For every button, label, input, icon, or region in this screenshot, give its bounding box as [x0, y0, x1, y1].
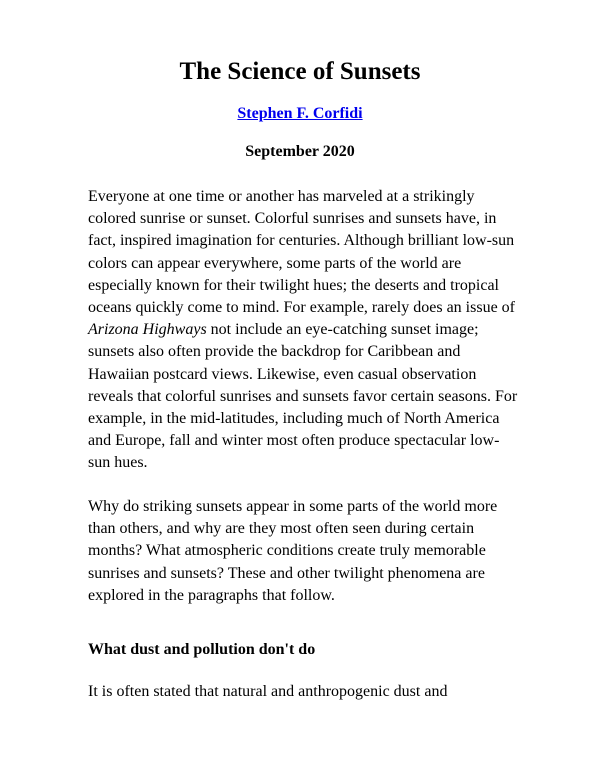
intro-paragraph-text-b: not include an eye-catching sunset image; sunsets also often provide the backdrop for Caribbean and Hawaiian postcard views. Likewise, even casual observation reveals that colorful sunrises and sunsets favor certain seasons. For example, in the mid-latitudes, including much of North America and Europe, fall and winter most often produce spectacular low-sun hues.: [88, 321, 518, 472]
section-paragraph: It is often stated that natural and anthropogenic dust and: [88, 683, 448, 700]
publication-date: September 2020: [245, 143, 355, 160]
author-link[interactable]: Stephen F. Corfidi: [237, 105, 363, 122]
section-heading: What dust and pollution don't do: [88, 641, 316, 658]
intro-paragraph-text-a: Everyone at one time or another has marveled at a strikingly colored sunrise or sunset. Colorful sunrises and sunsets have, in fact, inspired imagination for centuries. Although brilliant low-sun colors can appear everywhere, some parts of the world are especially known for their twilight hues; the deserts and tropical oceans quickly come to mind. For example, rarely does an issue of: [88, 188, 515, 317]
document-title: The Science of Sunsets: [179, 58, 421, 85]
intro-paragraph: [88, 186, 518, 475]
questions-paragraph: Why do striking sunsets appear in some parts of the world more than others, and why are they most often seen during certain months? What atmospheric conditions create truly memorable sunrises and sunsets? These and other twilight phenomena are explored in the paragraphs that follow.: [88, 498, 498, 604]
author-line: [0, 105, 600, 123]
magazine-title: Arizona Highways: [88, 321, 207, 339]
